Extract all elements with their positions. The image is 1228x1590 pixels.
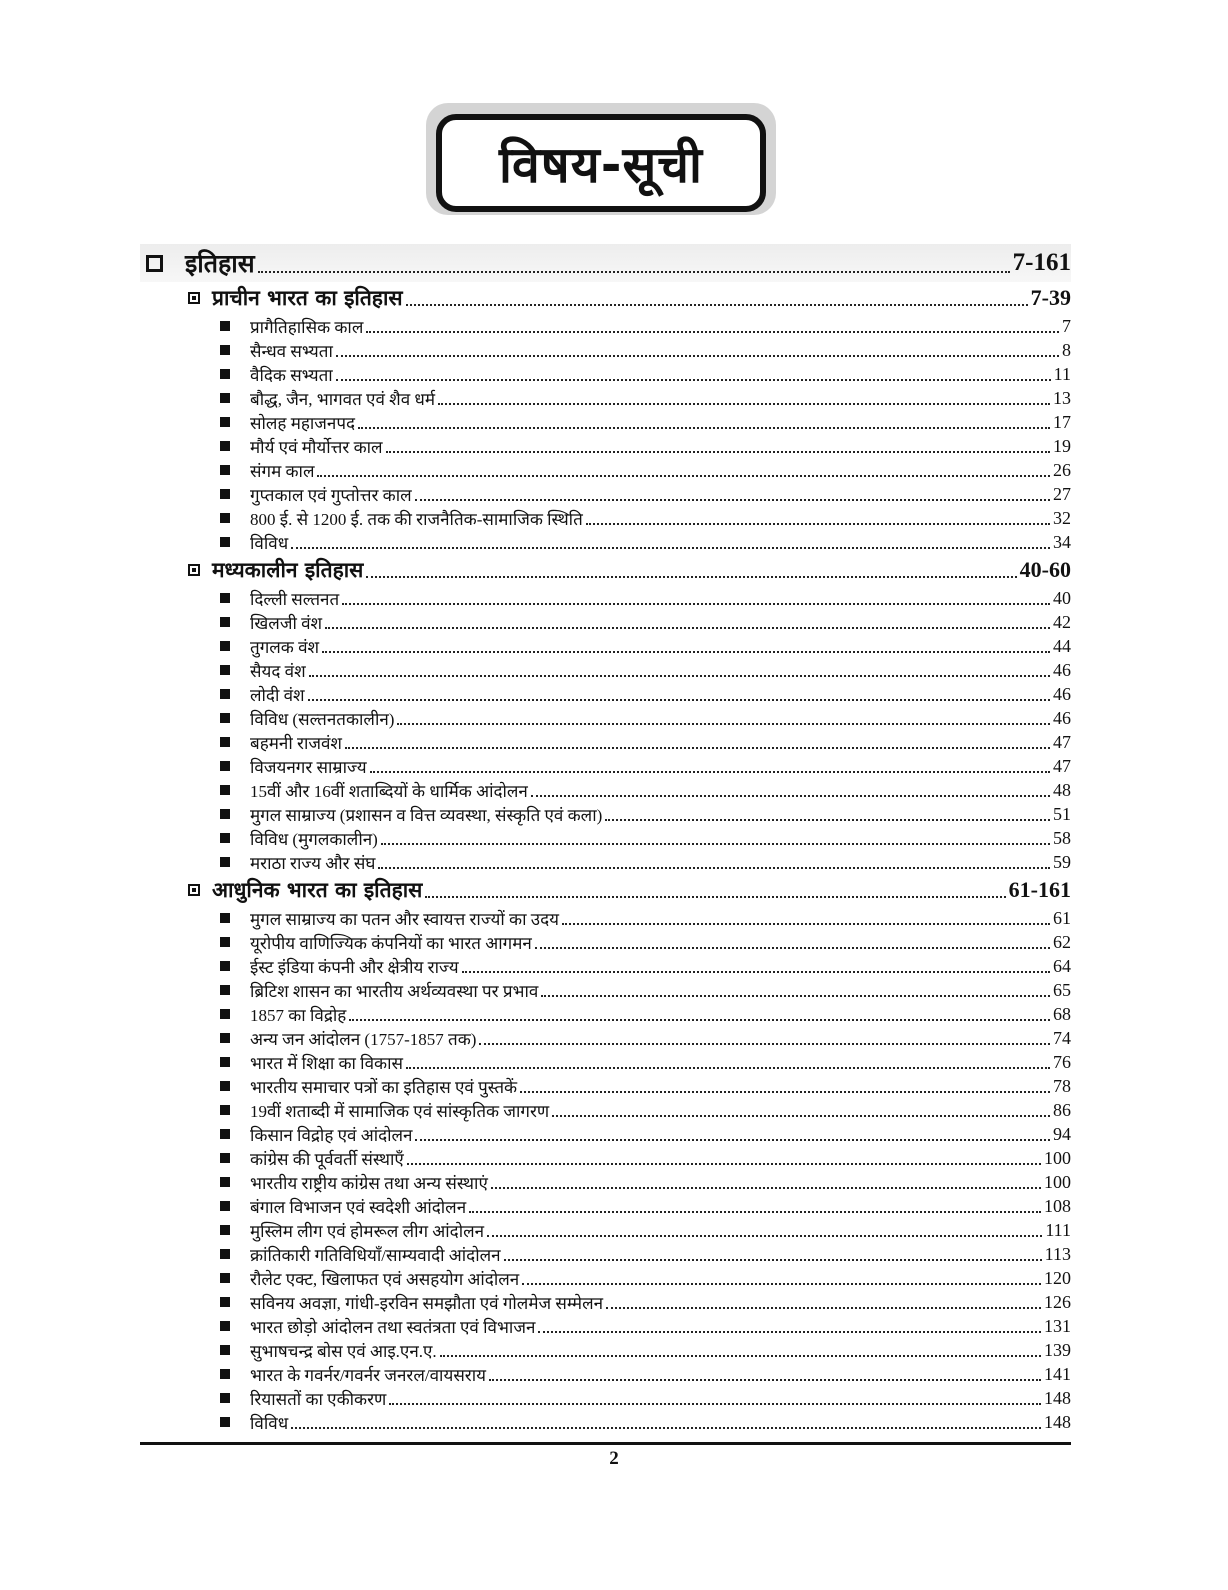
- toc-item-title: विविध (सल्तनतकालीन): [250, 709, 395, 729]
- main-entry-title: इतिहास: [185, 249, 255, 278]
- toc-item[interactable]: [140, 778, 1071, 802]
- toc-item[interactable]: [140, 1194, 1071, 1218]
- square-bullet-icon: [220, 937, 230, 947]
- toc-item-title: वैदिक सभ्यता: [250, 365, 333, 385]
- toc-item[interactable]: [140, 658, 1071, 682]
- toc-item-page: 120: [1044, 1267, 1071, 1288]
- toc-item-page: 40: [1053, 587, 1071, 608]
- toc-section-entry[interactable]: [140, 282, 1071, 314]
- toc-item-page: 100: [1044, 1147, 1071, 1168]
- square-bullet-icon: [220, 489, 230, 499]
- toc-item-page: 48: [1053, 779, 1071, 800]
- dot-leader: [562, 923, 1050, 925]
- toc-item-title: 19वीं शताब्दी में सामाजिक एवं सांस्कृतिक जागरण: [250, 1101, 550, 1121]
- toc-item[interactable]: [140, 1362, 1071, 1386]
- toc-item[interactable]: [140, 682, 1071, 706]
- square-bullet-icon: [220, 985, 230, 995]
- table-of-contents: [140, 244, 1071, 1434]
- dot-leader: [291, 547, 1050, 549]
- toc-section-entry[interactable]: [140, 874, 1071, 906]
- dot-leader: [605, 819, 1050, 821]
- dot-leader: [336, 355, 1059, 357]
- toc-item-title: किसान विद्रोह एवं आंदोलन: [250, 1125, 413, 1145]
- square-bullet-icon: [220, 1177, 230, 1187]
- dot-leader: [489, 1379, 1041, 1381]
- dot-leader: [415, 499, 1050, 501]
- square-bullet-icon: [220, 1105, 230, 1115]
- dot-leader: [586, 523, 1050, 525]
- section-pages: 7-39: [1030, 285, 1071, 310]
- toc-item[interactable]: [140, 362, 1071, 386]
- title-frame: [436, 114, 766, 212]
- square-bullet-icon: [220, 785, 230, 795]
- toc-item-title: लोदी वंश: [250, 685, 305, 705]
- toc-item-page: 34: [1053, 531, 1071, 552]
- square-bullet-icon: [220, 689, 230, 699]
- dot-leader: [366, 576, 1016, 578]
- section-title: मध्यकालीन इतिहास: [212, 558, 364, 582]
- square-bullet-icon: [220, 1369, 230, 1379]
- toc-item[interactable]: [140, 1050, 1071, 1074]
- toc-item-title: कांग्रेस की पूर्ववर्ती संस्थाएँ: [250, 1149, 404, 1169]
- toc-item[interactable]: [140, 1410, 1071, 1434]
- toc-item[interactable]: [140, 1290, 1071, 1314]
- square-bullet-icon: [220, 641, 230, 651]
- toc-item-title: भारतीय राष्ट्रीय कांग्रेस तथा अन्य संस्थाएं: [250, 1173, 488, 1193]
- toc-item-page: 64: [1053, 955, 1071, 976]
- toc-item-title: मुगल साम्राज्य (प्रशासन व वित्त व्यवस्था, संस्कृति एवं कला): [250, 805, 603, 825]
- square-bullet-icon: [220, 1417, 230, 1427]
- square-bullet-icon: [220, 713, 230, 723]
- toc-item-page: 78: [1053, 1075, 1071, 1096]
- main-entry-pages: 7-161: [1012, 249, 1071, 276]
- toc-item-page: 44: [1053, 635, 1071, 656]
- toc-item-title: सैयद वंश: [250, 661, 306, 681]
- toc-item[interactable]: [140, 1098, 1071, 1122]
- toc-item-page: 61: [1053, 907, 1071, 928]
- square-bullet-icon: [220, 961, 230, 971]
- toc-item[interactable]: [140, 1170, 1071, 1194]
- toc-item[interactable]: [140, 978, 1071, 1002]
- dot-leader: [317, 475, 1050, 477]
- toc-item-page: 94: [1053, 1123, 1071, 1144]
- toc-item-title: भारत के गवर्नर/गवर्नर जनरल/वायसराय: [250, 1365, 487, 1385]
- toc-item[interactable]: [140, 506, 1071, 530]
- toc-item-title: मौर्य एवं मौर्योत्तर काल: [250, 437, 383, 457]
- toc-item-title: यूरोपीय वाणिज्यिक कंपनियों का भारत आगमन: [250, 933, 532, 953]
- square-bullet-icon: [220, 537, 230, 547]
- square-bullet-icon: [220, 833, 230, 843]
- dot-leader: [535, 947, 1050, 949]
- dot-leader: [291, 1427, 1041, 1429]
- square-bullet-icon: [220, 393, 230, 403]
- dot-leader: [522, 1283, 1041, 1285]
- toc-item-page: 47: [1053, 755, 1071, 776]
- toc-item[interactable]: [140, 314, 1071, 338]
- square-bullet-icon: [220, 617, 230, 627]
- toc-item-title: क्रांतिकारी गतिविधियाँ/साम्यवादी आंदोलन: [250, 1245, 501, 1265]
- toc-item[interactable]: [140, 482, 1071, 506]
- square-bullet-icon: [220, 1225, 230, 1235]
- checkbox-icon: [146, 255, 163, 272]
- section-box-icon: [188, 884, 200, 896]
- square-bullet-icon: [220, 1081, 230, 1091]
- dot-leader: [469, 1211, 1041, 1213]
- toc-item[interactable]: [140, 1026, 1071, 1050]
- dot-leader: [378, 867, 1050, 869]
- toc-section-entry[interactable]: [140, 554, 1071, 586]
- toc-item-page: 59: [1053, 851, 1071, 872]
- section-pages: 40-60: [1019, 557, 1071, 582]
- square-bullet-icon: [220, 417, 230, 427]
- square-bullet-icon: [220, 465, 230, 475]
- toc-item-title: बहमनी राजवंश: [250, 733, 342, 753]
- toc-item[interactable]: [140, 1266, 1071, 1290]
- toc-item-page: 141: [1044, 1363, 1071, 1384]
- toc-item[interactable]: [140, 1386, 1071, 1410]
- toc-item-title: तुगलक वंश: [250, 637, 320, 657]
- toc-item-title: 1857 का विद्रोह: [250, 1005, 347, 1025]
- toc-item-title: विजयनगर साम्राज्य: [250, 757, 367, 777]
- square-bullet-icon: [220, 1345, 230, 1355]
- dot-leader: [309, 675, 1050, 677]
- toc-item-page: 13: [1053, 387, 1071, 408]
- dot-leader: [606, 1307, 1041, 1309]
- dot-leader: [336, 379, 1051, 381]
- toc-item[interactable]: [140, 706, 1071, 730]
- dot-leader: [504, 1259, 1042, 1261]
- toc-item[interactable]: [140, 826, 1071, 850]
- dot-leader: [370, 771, 1050, 773]
- toc-item[interactable]: [140, 1122, 1071, 1146]
- toc-item[interactable]: [140, 1218, 1071, 1242]
- dot-leader: [531, 795, 1050, 797]
- square-bullet-icon: [220, 1057, 230, 1067]
- dot-leader: [342, 603, 1050, 605]
- toc-item-page: 32: [1053, 507, 1071, 528]
- dot-leader: [407, 1163, 1041, 1165]
- toc-item-page: 148: [1044, 1387, 1071, 1408]
- square-bullet-icon: [220, 809, 230, 819]
- toc-item-title: 800 ई. से 1200 ई. तक की राजनैतिक-सामाजिक स्थिति: [250, 509, 583, 529]
- dot-leader: [487, 1235, 1042, 1237]
- toc-item-page: 76: [1053, 1051, 1071, 1072]
- dot-leader: [258, 271, 1010, 273]
- dot-leader: [541, 995, 1050, 997]
- square-bullet-icon: [220, 1009, 230, 1019]
- toc-item-page: 42: [1053, 611, 1071, 632]
- dot-leader: [349, 1019, 1050, 1021]
- toc-item-title: मुगल साम्राज्य का पतन और स्वायत्त राज्यों का उदय: [250, 909, 559, 929]
- toc-item-title: मराठा राज्य और संघ: [250, 853, 376, 873]
- square-bullet-icon: [220, 1273, 230, 1283]
- toc-item-page: 46: [1053, 707, 1071, 728]
- square-bullet-icon: [220, 665, 230, 675]
- toc-item-title: सोलह महाजनपद: [250, 413, 356, 433]
- toc-item-page: 108: [1044, 1195, 1071, 1216]
- square-bullet-icon: [220, 1297, 230, 1307]
- square-bullet-icon: [220, 857, 230, 867]
- toc-item-title: दिल्ली सल्तनत: [250, 589, 340, 609]
- toc-item-title: अन्य जन आंदोलन (1757-1857 तक): [250, 1029, 477, 1049]
- toc-item-page: 68: [1053, 1003, 1071, 1024]
- toc-item-page: 74: [1053, 1027, 1071, 1048]
- toc-item-title: सैन्धव सभ्यता: [250, 341, 333, 361]
- toc-item[interactable]: [140, 1002, 1071, 1026]
- toc-item-page: 65: [1053, 979, 1071, 1000]
- dot-leader: [462, 971, 1050, 973]
- square-bullet-icon: [220, 321, 230, 331]
- toc-item-page: 19: [1053, 435, 1071, 456]
- square-bullet-icon: [220, 1033, 230, 1043]
- toc-item[interactable]: [140, 386, 1071, 410]
- toc-item[interactable]: [140, 730, 1071, 754]
- toc-item-page: 58: [1053, 827, 1071, 848]
- toc-item-page: 46: [1053, 659, 1071, 680]
- toc-item-title: रौलेट एक्ट, खिलाफत एवं असहयोग आंदोलन: [250, 1269, 520, 1289]
- dot-leader: [440, 1355, 1041, 1357]
- square-bullet-icon: [220, 513, 230, 523]
- toc-item-page: 111: [1045, 1219, 1071, 1240]
- toc-item-page: 11: [1053, 363, 1071, 384]
- toc-item-title: विविध: [250, 1413, 289, 1433]
- page-number: 2: [609, 1448, 619, 1469]
- dot-leader: [406, 304, 1028, 306]
- dot-leader: [381, 843, 1050, 845]
- page-title: विषय-सूची: [499, 136, 703, 194]
- toc-item-page: 27: [1053, 483, 1071, 504]
- toc-item-page: 17: [1053, 411, 1071, 432]
- sections-container: [140, 282, 1071, 1434]
- square-bullet-icon: [220, 761, 230, 771]
- section-title: आधुनिक भारत का इतिहास: [212, 878, 423, 902]
- toc-item-title: विविध (मुगलकालीन): [250, 829, 378, 849]
- toc-item[interactable]: [140, 530, 1071, 554]
- square-bullet-icon: [220, 1153, 230, 1163]
- toc-item[interactable]: [140, 634, 1071, 658]
- toc-item-page: 86: [1053, 1099, 1071, 1120]
- dot-leader: [325, 627, 1050, 629]
- toc-item-page: 7: [1062, 315, 1071, 336]
- square-bullet-icon: [220, 1201, 230, 1211]
- dot-leader: [345, 747, 1050, 749]
- toc-item[interactable]: [140, 1338, 1071, 1362]
- toc-item-page: 47: [1053, 731, 1071, 752]
- toc-item[interactable]: [140, 754, 1071, 778]
- toc-item[interactable]: [140, 954, 1071, 978]
- dot-leader: [538, 1331, 1041, 1333]
- toc-item-title: रियासतों का एकीकरण: [250, 1389, 387, 1409]
- dot-leader: [415, 1139, 1050, 1141]
- toc-item[interactable]: [140, 1242, 1071, 1266]
- footer-divider: [140, 1442, 1071, 1445]
- section-box-icon: [188, 564, 200, 576]
- toc-item-title: ब्रिटिश शासन का भारतीय अर्थव्यवस्था पर प्रभाव: [250, 981, 539, 1001]
- toc-item-title: भारतीय समाचार पत्रों का इतिहास एवं पुस्तकें: [250, 1077, 518, 1097]
- toc-item-page: 8: [1062, 339, 1071, 360]
- dot-leader: [479, 1043, 1050, 1045]
- toc-item-page: 51: [1053, 803, 1071, 824]
- square-bullet-icon: [220, 1129, 230, 1139]
- toc-item[interactable]: [140, 802, 1071, 826]
- square-bullet-icon: [220, 913, 230, 923]
- toc-item-title: ईस्ट इंडिया कंपनी और क्षेत्रीय राज्य: [250, 957, 459, 977]
- dot-leader: [308, 699, 1050, 701]
- toc-item[interactable]: [140, 410, 1071, 434]
- square-bullet-icon: [220, 345, 230, 355]
- section-box-icon: [188, 292, 200, 304]
- dot-leader: [520, 1091, 1050, 1093]
- toc-item[interactable]: [140, 850, 1071, 874]
- toc-item[interactable]: [140, 1314, 1071, 1338]
- toc-item-title: सुभाषचन्द्र बोस एवं आइ.एन.ए.: [250, 1341, 437, 1361]
- dot-leader: [366, 331, 1059, 333]
- section-pages: 61-161: [1008, 877, 1071, 902]
- toc-item-page: 126: [1044, 1291, 1071, 1312]
- toc-item-title: भारत छोड़ो आंदोलन तथा स्वतंत्रता एवं विभाजन: [250, 1317, 536, 1337]
- toc-item-title: प्रागैतिहासिक काल: [250, 317, 364, 337]
- toc-item[interactable]: [140, 586, 1071, 610]
- square-bullet-icon: [220, 593, 230, 603]
- toc-item-title: विविध: [250, 533, 289, 553]
- dot-leader: [438, 403, 1050, 405]
- dot-leader: [397, 723, 1050, 725]
- toc-item-page: 62: [1053, 931, 1071, 952]
- square-bullet-icon: [220, 1249, 230, 1259]
- toc-item-title: 15वीं और 16वीं शताब्दियों के धार्मिक आंदोलन: [250, 781, 528, 801]
- toc-item-title: संगम काल: [250, 461, 315, 481]
- toc-item-page: 113: [1044, 1243, 1071, 1264]
- dot-leader: [386, 451, 1050, 453]
- toc-item-page: 100: [1044, 1171, 1071, 1192]
- section-title: प्राचीन भारत का इतिहास: [212, 286, 403, 310]
- toc-item-title: बंगाल विभाजन एवं स्वदेशी आंदोलन: [250, 1197, 467, 1217]
- toc-item[interactable]: [140, 906, 1071, 930]
- dot-leader: [406, 1067, 1050, 1069]
- toc-item-title: बौद्ध, जैन, भागवत एवं शैव धर्म: [250, 389, 436, 409]
- toc-item[interactable]: [140, 1146, 1071, 1170]
- dot-leader: [491, 1187, 1041, 1189]
- toc-item-page: 46: [1053, 683, 1071, 704]
- toc-item-page: 139: [1044, 1339, 1071, 1360]
- toc-item-page: 148: [1044, 1411, 1071, 1432]
- toc-item[interactable]: [140, 1074, 1071, 1098]
- dot-leader: [552, 1115, 1050, 1117]
- toc-main-entry[interactable]: [140, 244, 1071, 282]
- toc-item-title: सविनय अवज्ञा, गांधी-इरविन समझौता एवं गोलमेज सम्मेलन: [250, 1293, 604, 1313]
- square-bullet-icon: [220, 737, 230, 747]
- dot-leader: [358, 427, 1050, 429]
- toc-item[interactable]: [140, 458, 1071, 482]
- toc-item-page: 131: [1044, 1315, 1071, 1336]
- square-bullet-icon: [220, 369, 230, 379]
- toc-item[interactable]: [140, 610, 1071, 634]
- toc-item-title: मुस्लिम लीग एवं होमरूल लीग आंदोलन: [250, 1221, 485, 1241]
- toc-item-title: खिलजी वंश: [250, 613, 323, 633]
- dot-leader: [322, 651, 1050, 653]
- toc-item[interactable]: [140, 338, 1071, 362]
- toc-item-title: गुप्तकाल एवं गुप्तोत्तर काल: [250, 485, 412, 505]
- square-bullet-icon: [220, 1321, 230, 1331]
- square-bullet-icon: [220, 441, 230, 451]
- toc-item-title: भारत में शिक्षा का विकास: [250, 1053, 403, 1073]
- toc-item[interactable]: [140, 434, 1071, 458]
- toc-item[interactable]: [140, 930, 1071, 954]
- dot-leader: [389, 1403, 1041, 1405]
- dot-leader: [425, 896, 1005, 898]
- toc-item-page: 26: [1053, 459, 1071, 480]
- square-bullet-icon: [220, 1393, 230, 1403]
